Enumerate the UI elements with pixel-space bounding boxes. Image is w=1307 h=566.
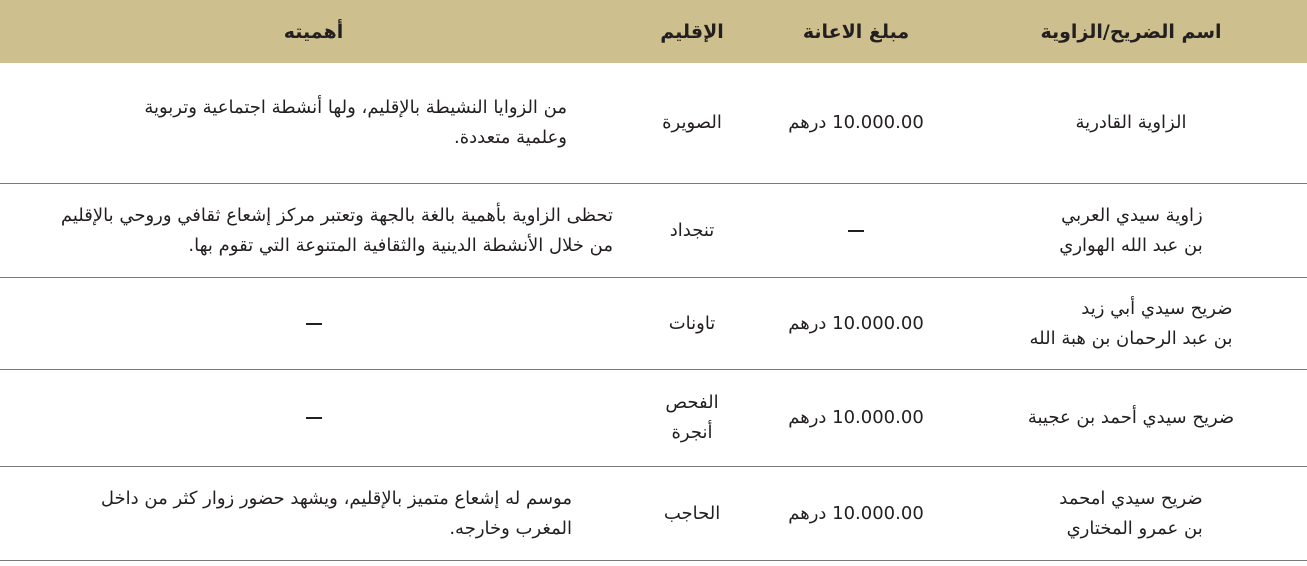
name-line: ضريح سيدي أحمد بن عجيبة — [1027, 407, 1235, 428]
empty-dash — [848, 230, 864, 232]
region-value: تاونات — [668, 312, 716, 334]
name-line: ضريح سيدي امحمد — [1059, 487, 1203, 509]
importance-line: تحظى الزاوية بأهمية بالغة بالجهة وتعتبر مركز إشعاع ثقافي وروحي بالإقليم — [60, 204, 613, 226]
importance-line: وعلمية متعددة. — [454, 127, 567, 148]
region-value: الحاجب — [663, 502, 721, 524]
region-value: الصويرة — [662, 112, 722, 133]
cell-importance — [0, 370, 627, 466]
cell-amount — [757, 467, 955, 560]
amount-value: 10.000.00 درهم — [788, 112, 924, 133]
cell-importance — [0, 184, 627, 277]
region-line: أنجرة — [671, 422, 713, 443]
name-line: بن عبد الله الهواري — [1059, 234, 1203, 256]
empty-dash — [306, 417, 322, 419]
cell-region — [627, 370, 757, 466]
amount-value: 10.000.00 درهم — [788, 407, 924, 428]
cell-region — [627, 467, 757, 560]
cell-region — [627, 184, 757, 277]
empty-dash — [306, 323, 322, 325]
amount-value: 10.000.00 درهم — [788, 502, 924, 524]
importance-line: المغرب وخارجه. — [449, 517, 572, 539]
cell-name — [955, 278, 1307, 369]
table-header-row — [0, 0, 1307, 63]
region-line: الفحص — [665, 392, 719, 413]
region-value: تنجداد — [669, 219, 715, 241]
cell-name — [955, 467, 1307, 560]
cell-amount — [757, 370, 955, 466]
table-row — [0, 370, 1307, 467]
table-row — [0, 184, 1307, 278]
table-row — [0, 467, 1307, 561]
cell-name — [955, 370, 1307, 466]
name-line: الزاوية القادرية — [1075, 112, 1187, 133]
cell-amount — [757, 63, 955, 183]
importance-line: موسم له إشعاع متميز بالإقليم، ويشهد حضور زوار كثر من داخل — [100, 487, 572, 509]
header-amount: مبلغ الاعانة — [802, 20, 910, 43]
cell-name — [955, 63, 1307, 183]
name-line: زاوية سيدي العربي — [1061, 204, 1203, 226]
table-row — [0, 278, 1307, 370]
header-name: اسم الضريح/الزاوية — [1040, 20, 1222, 43]
name-line: بن عمرو المختاري — [1066, 517, 1203, 539]
header-importance: أهميته — [283, 20, 344, 43]
cell-amount — [757, 278, 955, 369]
cell-amount — [757, 184, 955, 277]
cell-importance — [0, 278, 627, 369]
cell-region — [627, 63, 757, 183]
name-line: بن عبد الرحمان بن هبة الله — [1029, 327, 1233, 349]
name-line: ضريح سيدي أبي زيد — [1081, 297, 1233, 319]
importance-line: من خلال الأنشطة الدينية والثقافية المتنوعة التي تقوم بها. — [188, 234, 613, 256]
header-region: الإقليم — [660, 20, 724, 43]
cell-importance — [0, 63, 627, 183]
cell-name — [955, 184, 1307, 277]
cell-importance — [0, 467, 627, 560]
table-row — [0, 63, 1307, 184]
importance-line: من الزوايا النشيطة بالإقليم، ولها أنشطة اجتماعية وتربوية — [144, 97, 567, 118]
amount-value: 10.000.00 درهم — [788, 312, 924, 334]
cell-region — [627, 278, 757, 369]
